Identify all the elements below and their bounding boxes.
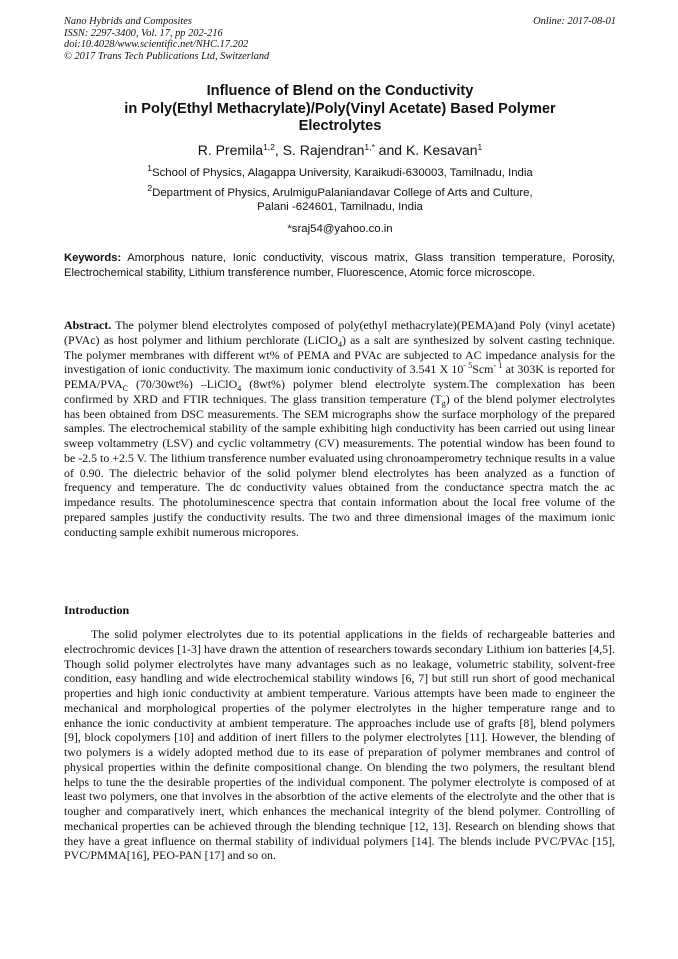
- introduction-paragraph: The solid polymer electrolytes due to its potential applications in the fields of rechargeable batteries and electrochromic devices [1-3] have drawn the attention of researchers towards secondary Lithium ion batteries [4,5]. Though solid polymer electrolytes have many advantages such as no leakage, volumetric stability, solvent-free condition, easy handling and wide electrochemical stability windows [6, 7] but still run short of good mechanical properties and high ionic conductivity at ambient temperature. Various attempts have been made to engineer the mechanical and morphological properties of the polymer electrolytes in the higher temperature range and to enhance the ionic conductivity at ambient temperature. The approaches include use of grafts [8], blend polymers [9], block copolymers [10] and addition of inert fillers to the polymer electrolytes [11]. However, the blending of two polymers is a widely adopted method due to its ease of preparation of polymer membranes and control of physical properties within the definite compositional change. On blending the two polymers, the resultant blend helps to tune the the desirable properties of the individual component. The polymer electrolyte is composed of at least two polymers, one that involves in the absorbtion of the active elements of the electrolyte and the other that is tougher and comparatively inert, which enhances the mechanical integrity of the blend polymer. Controlling of mechanical properties can be achieved through the blending technique [12, 13]. Research on blending shows that they have a great influence on thermal stability of individual polymers [14]. The blends include PVC/PVAc [15], PVC/PMMA[16], PEO-PAN [17] and so on.: [64, 627, 615, 863]
- corresponding-email: *sraj54@yahoo.co.in: [287, 223, 393, 235]
- abstract-text: ) of the blend polymer electrolytes has been obtained from DSC measurements. The SEM micrographs show the surface morphology of the prepared samples. The electrochemical stability of the sample exhibiting high conductivity has been carried out using linear sweep voltammetry (LSV) and cyclic voltammetry (CV) measurements. The potential window has been found to be -2.5 to +2.5 V. The lithium transference number evaluated using chronoamperometry technique results in a value of 0.90. The dielectric behavior of the solid polymer blend electrolytes has been analyzed as a function of frequency and temperature. The dc conductivity values obtained from the conductance spectra match the ac impedance results. The photoluminescence spectra that contain information about the local free volume of the prepared samples justify the conductivity results. The two and three dimensional images of the maximum ionic conducting sample exhibit numerous micropores.: [64, 391, 615, 539]
- abstract-subscript: 4: [237, 384, 242, 393]
- title-line-3: Electrolytes: [298, 118, 382, 135]
- author-list: [64, 141, 616, 159]
- paper-title: [64, 83, 616, 136]
- issn-line: ISSN: 2297-3400, Vol. 17, pp 202-216: [64, 27, 223, 39]
- journal-name: Nano Hybrids and Composites: [64, 16, 192, 27]
- abstract-subscript: C: [122, 384, 128, 393]
- keywords-text: Amorphous nature, Ionic conductivity, viscous matrix, Glass transition temperature, Porosity, Electrochemical stability, Lithium transference number, Fluorescence, Atomic force microscope.: [64, 252, 615, 279]
- title-line-1: Influence of Blend on the Conductivity: [206, 83, 474, 99]
- affiliation-1-text: School of Physics, Alagappa University, Karaikudi-630003, Tamilnadu, India: [151, 167, 533, 179]
- author-rajendran-affil: 1,*: [364, 142, 375, 152]
- abstract-text: ) as a salt are synthesized by solvent casting technique. The polymer membranes with different wt% of PEMA and PVAc are subjected to AC impedance analysis for the investigation of ionic conductivity. The maximum ionic conductivity of 3.541 X 10: [64, 332, 615, 377]
- abstract-block: [64, 318, 615, 539]
- abstract-superscript: - 1: [493, 361, 503, 371]
- author-kesavan-affil: 1: [477, 142, 483, 152]
- affiliation-2: [64, 183, 616, 215]
- online-date: Online: 2017-08-01: [533, 16, 616, 27]
- author-rajendran: S. Rajendran: [282, 142, 365, 158]
- author-premila-affil: 1,2: [263, 142, 275, 152]
- affiliation-2-line-2: Palani -624601, Tamilnadu, India: [257, 201, 423, 214]
- title-line-2: in Poly(Ethyl Methacrylate)/Poly(Vinyl Acetate) Based Polymer: [124, 100, 556, 117]
- affiliation-1-marker: 1: [147, 163, 152, 173]
- abstract-text: The polymer blend electrolytes composed of poly(ethyl methacrylate)(PEMA)and Poly (vinyl acetate)(PVAc) as host polymer and lithium perchlorate (LiClO: [64, 318, 615, 347]
- affiliation-2-marker: 2: [147, 183, 153, 193]
- abstract-text: Scm: [472, 362, 494, 377]
- author-kesavan: K. Kesavan: [405, 142, 478, 158]
- author-separator: and: [374, 142, 406, 158]
- abstract-label: Abstract.: [64, 318, 112, 332]
- keywords-label: Keywords:: [64, 252, 122, 264]
- abstract-text: at 303K is reported for PEMA/PVA: [64, 362, 616, 391]
- abstract-subscript: g: [441, 398, 446, 408]
- affiliation-2-line-1: Department of Physics, ArulmiguPalaniandavar College of Arts and Culture,: [152, 187, 533, 199]
- affiliation-1: [64, 163, 616, 180]
- author-separator: ,: [274, 142, 283, 158]
- abstract-text: (70/30wt%) –LiClO: [127, 377, 238, 391]
- author-premila: R. Premila: [197, 142, 264, 158]
- copyright-line: © 2017 Trans Tech Publications Ltd, Switzerland: [64, 50, 270, 62]
- abstract-subscript: 4: [337, 339, 342, 349]
- abstract-superscript: - 5: [463, 361, 473, 371]
- keywords-block: [64, 251, 615, 280]
- journal-header: [64, 16, 616, 62]
- introduction-heading: Introduction: [64, 603, 130, 617]
- doi-line: doi:10.4028/www.scientific.net/NHC.17.202: [64, 39, 249, 51]
- abstract-text: (8wt%) polymer blend electrolyte system.The complexation has been confirmed by XRD and FTIR techniques. The glass transition temperature (T: [64, 377, 615, 406]
